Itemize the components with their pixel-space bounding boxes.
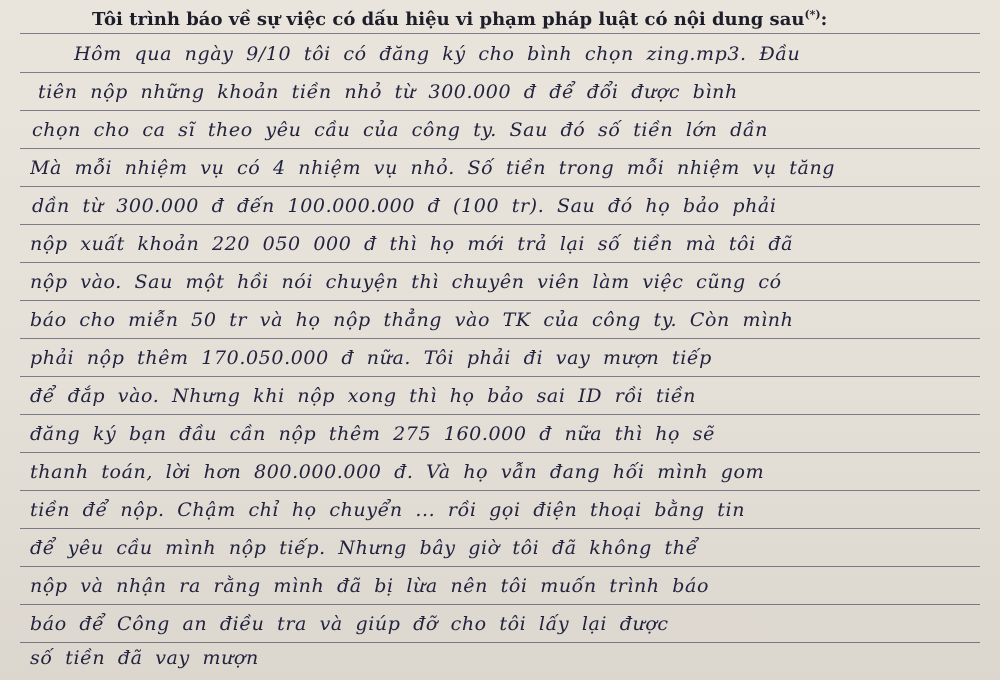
handwritten-line: phải nộp thêm 170.050.000 đ nữa. Tôi phải đi vay mượn tiếp — [30, 347, 712, 369]
handwritten-line: số tiền đã vay mượn — [30, 647, 259, 669]
handwritten-line: đăng ký bạn đầu cần nộp thêm 275 160.000 đ nữa thì họ sẽ — [30, 423, 715, 445]
ruled-line — [20, 490, 980, 491]
ruled-line — [20, 300, 980, 301]
header-title: Tôi trình báo về sự việc có dấu hiệu vi phạm pháp luật có nội dung sau — [92, 9, 805, 30]
handwritten-line: Hôm qua ngày 9/10 tôi có đăng ký cho bình chọn zing.mp3. Đầu — [74, 43, 801, 65]
header-suffix: : — [820, 9, 828, 30]
handwritten-line: chọn cho ca sĩ theo yêu cầu của công ty. Sau đó số tiền lớn dần — [32, 119, 768, 141]
handwritten-line: báo cho miễn 50 tr và họ nộp thẳng vào TK của công ty. Còn mình — [30, 309, 794, 331]
ruled-line — [20, 376, 980, 377]
handwritten-line: thanh toán, lời hơn 800.000.000 đ. Và họ vẫn đang hối mình gom — [30, 461, 765, 483]
ruled-line — [20, 72, 980, 73]
ruled-line — [20, 566, 980, 567]
handwritten-line: để yêu cầu mình nộp tiếp. Nhưng bây giờ tôi đã không thể — [30, 537, 698, 559]
handwritten-line: để đắp vào. Nhưng khi nộp xong thì họ bảo sai ID rồi tiền — [30, 385, 697, 407]
handwritten-line: Mà mỗi nhiệm vụ có 4 nhiệm vụ nhỏ. Số tiền trong mỗi nhiệm vụ tăng — [30, 157, 836, 179]
ruled-line — [20, 528, 980, 529]
printed-header — [92, 0, 972, 30]
handwritten-line: nộp vào. Sau một hồi nói chuyện thì chuyên viên làm việc cũng có — [30, 271, 782, 293]
ruled-line — [20, 452, 980, 453]
ruled-line — [20, 414, 980, 415]
header-marker: (*) — [804, 8, 821, 21]
ruled-line — [20, 148, 980, 149]
handwritten-line: nộp xuất khoản 220 050 000 đ thì họ mới trả lại số tiền mà tôi đã — [30, 233, 794, 255]
handwritten-line: nộp và nhận ra rằng mình đã bị lừa nên tôi muốn trình báo — [30, 575, 709, 597]
handwritten-line: tiên nộp những khoản tiền nhỏ từ 300.000 đ để đổi được bình — [38, 81, 738, 103]
ruled-line — [20, 604, 980, 605]
handwritten-line: tiền để nộp. Chậm chỉ họ chuyển ... rồi gọi điện thoại bằng tin — [30, 499, 746, 521]
ruled-line — [20, 338, 980, 339]
handwritten-line: dần từ 300.000 đ đến 100.000.000 đ (100 tr). Sau đó họ bảo phải — [32, 195, 777, 217]
ruled-line — [20, 33, 980, 34]
ruled-line — [20, 262, 980, 263]
ruled-line — [20, 186, 980, 187]
ruled-line — [20, 224, 980, 225]
ruled-line — [20, 110, 980, 111]
handwritten-line: báo để Công an điều tra và giúp đỡ cho tôi lấy lại được — [30, 613, 669, 635]
